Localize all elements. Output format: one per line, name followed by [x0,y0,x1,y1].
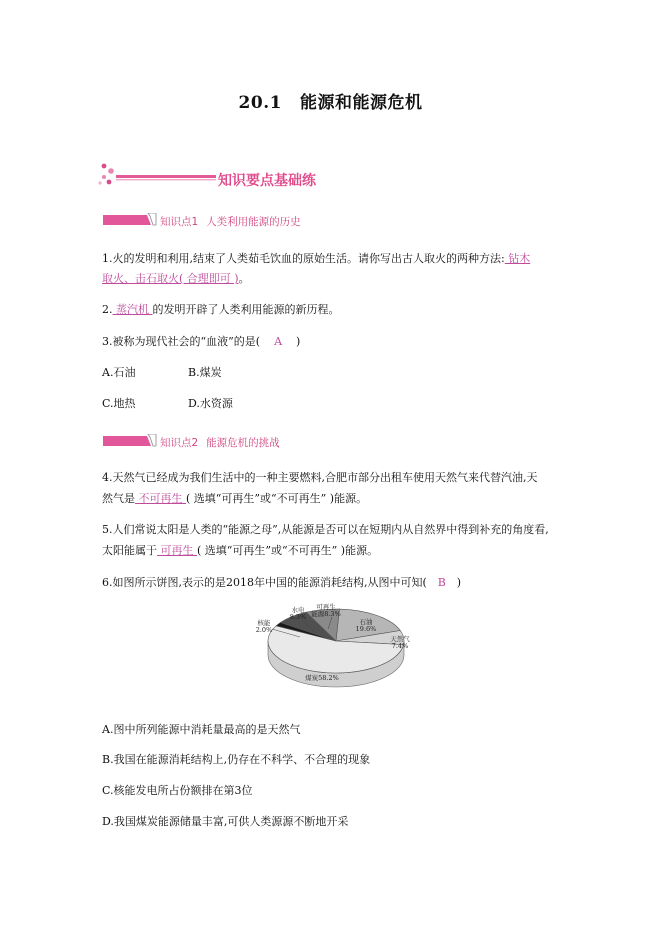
question-3-option-d: D.水资源 [188,397,233,410]
page-title: 20.1 能源和能源危机 [238,93,423,113]
question-3-option-a: A.石油 [102,366,136,379]
energy-consumption-pie-chart [248,603,418,703]
question-1-line-1: 1.火的发明和利用,结束了人类茹毛饮血的原始生活。请你写出古人取火的两种方法: 钻木 [102,252,531,265]
question-6-option-a: A.图中所列能源中消耗量最高的是天然气 [102,723,301,736]
question-1-answer-part-1: 钻木 [504,252,531,265]
question-2: 2. 蒸汽机 的发明开辟了人类利用能源的新历程。 [102,303,340,316]
pie-label-可再生能源: 可再生能源8.3% [311,603,341,618]
question-6-option-c: C.核能发电所占份额排在第3位 [102,784,253,797]
question-5-answer: 可再生 [157,544,197,557]
question-6-option-b: B.我国在能源消耗结构上,仍存在不科学、不合理的现象 [102,753,371,766]
pie-label-天然气: 天然气 7.4% [390,635,410,650]
question-4-line-1: 4.天然气已经成为我们生活中的一种主要燃料,合肥市部分出租车使用天然气来代替汽油,天 [102,471,538,484]
knowledge-point-1-heading: 知识点1 人类利用能源的历史 [160,216,301,228]
section-label: 知识要点基础练 [218,173,316,189]
question-3-answer: A [274,335,283,348]
pie-label-煤炭: 煤炭58.2% [305,674,339,682]
question-3-option-b: B.煤炭 [188,366,222,379]
question-1-line-2: 取火、击石取火( 合理即可 )。 [102,272,250,285]
question-5-line-1: 5.人们常说太阳是人类的“能源之母”,从能源是否可以在短期内从自然界中得到补充的角度看, [102,523,549,536]
knowledge-point-tag-icon [103,213,158,227]
question-3-option-c: C.地热 [102,397,136,410]
question-1-answer-part-2: 取火、击石取火( 合理即可 ) [102,272,239,285]
question-6-answer: B [437,576,446,589]
knowledge-point-2-heading: 知识点2 能源危机的挑战 [160,437,280,449]
pie-label-石油: 石油 19.6% [355,618,377,633]
knowledge-point-tag-icon [103,434,158,448]
question-4-answer: 不可再生 [135,492,186,505]
question-5-line-2: 太阳能属于 可再生 ( 选填“可再生”或“不可再生” )能源。 [102,544,379,557]
question-6-option-d: D.我国煤炭能源储量丰富,可供人类源源不断地开采 [102,815,349,828]
question-6: 6.如图所示饼图,表示的是2018年中国的能源消耗结构,从图中可知( B ) [102,576,462,589]
pie-label-核能: 核能 2.0% [255,619,273,634]
question-3: 3.被称为现代社会的“血液”的是( A ) [102,335,301,348]
question-2-answer: 蒸汽机 [112,303,153,316]
pie-label-水电: 水电 8.3% [289,606,307,621]
question-4-line-2: 然气是 不可再生 ( 选填“可再生”或“不可再生” )能源。 [102,492,368,505]
